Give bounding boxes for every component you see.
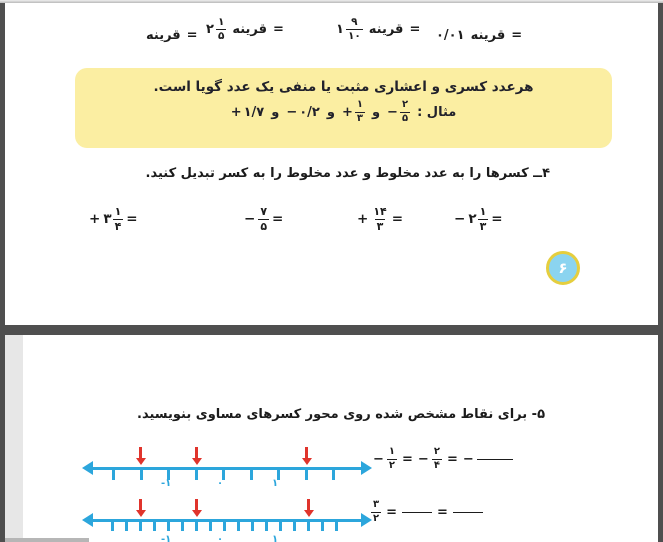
example-label: مثال :	[417, 104, 457, 120]
decimal-example: ۰/۲	[299, 104, 320, 120]
tick-label: ۱	[272, 478, 279, 489]
fraction	[113, 206, 124, 232]
denominator: ۲	[373, 512, 380, 524]
denominator: ۵	[401, 112, 409, 124]
equals-sign: =	[386, 504, 398, 520]
sign: −	[373, 451, 384, 467]
denominator: ۱۰	[347, 30, 361, 43]
numerator: ۹	[351, 16, 358, 28]
gharineh-label: قرینه	[146, 28, 181, 43]
page-binding-margin	[5, 335, 23, 542]
whole-number: ۲	[468, 211, 477, 228]
tick-mark	[265, 521, 268, 531]
tick-mark	[209, 521, 212, 531]
denominator: ۳	[479, 219, 487, 233]
fraction	[371, 500, 381, 524]
tick-mark	[153, 521, 156, 531]
exercise-4-prompt: ۴ــ کسرها را به عدد مخلوط و عدد مخلوط را به کسر تبدیل کنید.	[145, 166, 550, 181]
answer-blank	[477, 459, 513, 460]
sign: −	[417, 451, 429, 467]
axis-arrowhead-left	[82, 513, 93, 527]
equals-sign: =	[272, 211, 284, 228]
equals-sign: =	[186, 28, 198, 43]
tick-mark	[307, 521, 310, 531]
tick-label: ۰	[217, 534, 224, 542]
gharineh-item-mixed-2-1-5	[206, 17, 284, 42]
tick-mark	[167, 521, 170, 531]
answer-blank	[402, 512, 432, 513]
tick-mark	[195, 469, 198, 480]
point-marker-arrow	[191, 447, 202, 466]
numerator: ۲	[401, 99, 409, 110]
tick-mark	[279, 521, 282, 531]
answer-blank	[453, 512, 483, 513]
tick-mark	[140, 469, 143, 480]
exercise-5-prompt: ۵- برای نقاط مشخص شده روی محور کسرهای مساوی بنویسید.	[137, 407, 545, 422]
numerator: ۱	[356, 99, 363, 110]
equals-sign: =	[273, 22, 284, 38]
numerator: ۷	[260, 205, 268, 218]
tick-mark	[335, 521, 338, 531]
tick-mark	[125, 521, 128, 531]
sign: −	[286, 104, 298, 120]
point-marker-arrow	[303, 499, 314, 518]
axis-arrowhead-right	[361, 461, 372, 475]
conjunction: و	[371, 104, 381, 120]
numerator: ۱	[217, 16, 225, 28]
expression-plus-14-3	[357, 206, 403, 232]
equals-sign: =	[402, 451, 413, 467]
gharineh-item-mixed-1-9-10	[336, 17, 420, 42]
tick-mark	[332, 469, 335, 480]
sign: −	[387, 104, 398, 120]
numerator: ۱	[388, 446, 396, 457]
equals-sign: =	[409, 22, 421, 38]
tick-label: ۰	[217, 478, 224, 489]
point-marker-arrow	[135, 447, 146, 466]
gharineh-item-decimal	[436, 28, 522, 43]
page-number-badge: ۶	[546, 251, 580, 285]
sign: −	[454, 211, 466, 228]
equals-sign: =	[511, 28, 523, 43]
denominator: ۳	[376, 219, 384, 233]
textbook-page-bottom	[5, 335, 658, 542]
denominator: ۵	[260, 219, 268, 233]
equals-sign: =	[437, 504, 448, 520]
sign: +	[357, 211, 369, 228]
expression-minus-2-1-3	[454, 206, 503, 232]
tick-mark	[321, 521, 324, 531]
page-bottom-shade	[5, 538, 89, 542]
equation-negative-one-half	[373, 447, 513, 471]
numerator: ۲	[433, 446, 440, 457]
tick-mark	[305, 469, 308, 480]
tick-label: ۱	[272, 534, 279, 542]
sign: −	[462, 451, 474, 467]
axis-arrowhead-left	[82, 461, 93, 475]
fraction	[478, 206, 489, 232]
decimal-example: ۱/۷	[243, 104, 265, 120]
tick-mark	[112, 469, 115, 480]
denominator: ۵	[217, 30, 225, 43]
axis-arrowhead-right	[361, 513, 372, 527]
denominator: ۴	[433, 459, 440, 471]
gharineh-label: قرینه	[470, 28, 506, 43]
point-marker-arrow	[301, 447, 312, 466]
tick-label: -۱	[161, 534, 172, 542]
tick-mark	[139, 521, 142, 531]
gharineh-label: قرینه	[368, 22, 404, 38]
tick-mark	[181, 521, 184, 531]
numerator: ۱	[114, 205, 122, 218]
point-marker-arrow	[191, 499, 202, 518]
fraction	[258, 206, 269, 232]
equals-sign: =	[446, 451, 458, 467]
tick-label: -۱	[161, 478, 172, 489]
fraction	[371, 206, 388, 232]
equals-sign: =	[126, 211, 138, 228]
numerator: ۱	[479, 205, 487, 218]
fraction-example	[400, 100, 410, 124]
tick-mark	[195, 521, 198, 531]
sign: −	[244, 211, 256, 228]
equals-sign: =	[491, 211, 503, 228]
sign: +	[89, 211, 101, 228]
note-examples-row	[75, 100, 612, 124]
tick-mark	[251, 521, 254, 531]
whole-number: ۱	[336, 22, 344, 38]
note-text: هرعدد کسری و اعشاری مثبت یا منفی یک عدد گویا است.	[153, 79, 534, 95]
gharineh-label: قرینه	[232, 22, 268, 38]
conjunction: و	[326, 104, 335, 120]
equals-sign: =	[391, 211, 404, 228]
fraction	[216, 17, 226, 42]
tick-mark	[223, 521, 226, 531]
tick-mark	[250, 469, 253, 480]
gharineh-item-blank	[146, 28, 198, 43]
tick-mark	[237, 521, 240, 531]
point-marker-arrow	[135, 499, 146, 518]
textbook-page-top	[5, 3, 658, 325]
whole-number: ۳	[103, 211, 112, 228]
numerator: ۳	[373, 499, 380, 510]
fraction-example	[355, 100, 365, 124]
fraction	[387, 447, 397, 471]
equation-three-halves	[371, 500, 483, 524]
rational-number-note-box	[75, 68, 612, 148]
expression-plus-3-1-4	[89, 206, 138, 232]
whole-number: ۲	[206, 22, 214, 38]
number-line-axis-1	[92, 467, 362, 470]
tick-mark	[293, 521, 296, 531]
denominator: ۴	[114, 219, 122, 233]
numerator: ۱۴	[373, 205, 387, 218]
sign: +	[341, 104, 353, 120]
tick-mark	[111, 521, 114, 531]
denominator: ۳	[356, 112, 363, 124]
decimal-number: ۰/۰۱	[436, 28, 465, 43]
fraction	[346, 17, 363, 42]
sign: +	[230, 104, 242, 120]
denominator: ۲	[388, 459, 396, 471]
conjunction: و	[271, 104, 280, 120]
fraction	[432, 447, 442, 471]
expression-minus-7-5	[244, 206, 283, 232]
